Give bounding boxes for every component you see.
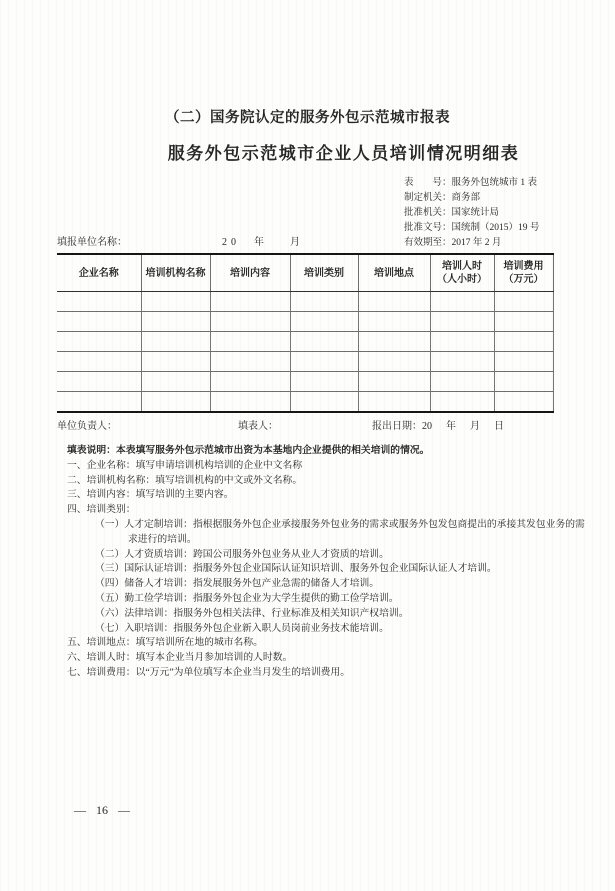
note-line: 三、培训内容：填写培训的主要内容。: [67, 489, 234, 501]
table-cell-empty: [210, 372, 290, 392]
header-line: 企业名称: [78, 267, 119, 279]
table-cell-empty: [430, 332, 494, 352]
table-row: [57, 372, 553, 392]
table-cell-empty: [141, 372, 210, 392]
table-cell-empty: [290, 372, 358, 392]
month-unit-label: 月: [470, 421, 480, 432]
meta-form-number: [404, 176, 539, 191]
header-line: 培训内容: [230, 267, 270, 279]
column-header-training-location: [358, 254, 430, 292]
note-line: （二）人才资质培训：跨国公司服务外包业务从业人才资质的培训。: [95, 548, 389, 560]
table-cell-empty: [430, 292, 494, 312]
column-header-training-category: [290, 254, 358, 292]
year-unit-label: 年: [446, 421, 456, 432]
meta-label: 批准文号：: [404, 223, 452, 233]
year-unit-label: 年: [254, 237, 264, 248]
form-meta-block: [404, 176, 539, 251]
note-line: （七）入职培训：指服务外包企业新入职人员岗前业务技术能培训。: [95, 622, 389, 634]
table-cell-empty: [358, 312, 430, 332]
month-unit-label: 月: [290, 237, 300, 248]
column-header-training-hours: [430, 254, 494, 292]
note-line: 五、培训地点：填写培训所在地的城市名称。: [67, 637, 263, 649]
meta-label: 制定机关：: [404, 193, 452, 203]
table-row: [57, 392, 553, 413]
table-cell-empty: [57, 312, 141, 332]
report-date-label: 报出日期：20: [372, 421, 432, 432]
table-cell-empty: [494, 392, 553, 413]
table-cell-empty: [57, 292, 141, 312]
note-line: （四）储备人才培训：指发展服务外包产业急需的储备人才培训。: [95, 578, 380, 590]
note-line: 六、培训人时：填写本企业当月参加培训的人时数。: [67, 652, 293, 664]
table-row: [57, 292, 553, 312]
note-line: 七、培训费用：以“万元”为单位填写本企业当月发生的培训费用。: [67, 666, 351, 678]
signature-row: [57, 417, 567, 431]
column-header-training-content: [210, 254, 290, 292]
document-subtitle: 服务外包示范城市企业人员培训情况明细表: [167, 144, 520, 163]
table-cell-empty: [210, 332, 290, 352]
meta-approval-number: [404, 221, 539, 236]
note-line: 四、培训类别：: [67, 504, 136, 516]
table-cell-empty: [430, 352, 494, 372]
table-cell-empty: [57, 352, 141, 372]
table-cell-empty: [290, 352, 358, 372]
note-line: （一）人才定制培训：指根据服务外包企业承接服务外包业务的需求或服务外包发包商提出的承接其发包业务的需: [95, 518, 585, 530]
table-cell-empty: [141, 352, 210, 372]
note-line: 求进行的培训。: [128, 533, 197, 545]
meta-value: 国家统计局: [451, 208, 500, 218]
table-cell-empty: [430, 392, 494, 413]
table-cell-empty: [210, 312, 290, 332]
column-header-enterprise-name: [57, 254, 141, 292]
page-number: — 16 —: [74, 803, 130, 817]
table-cell-empty: [141, 332, 210, 352]
header-line: 培训机构名称: [145, 267, 206, 279]
table-cell-empty: [358, 332, 430, 352]
table-cell-empty: [358, 292, 430, 312]
training-table: [57, 253, 554, 413]
meta-label: 批准机关：: [404, 208, 452, 218]
meta-approving-agency: [404, 206, 539, 221]
header-line: 培训类别: [304, 267, 344, 279]
column-header-training-institution: [141, 254, 210, 292]
table-cell-empty: [141, 312, 210, 332]
table-cell-empty: [494, 292, 553, 312]
header-line: 培训地点: [374, 267, 414, 279]
table-cell-empty: [141, 392, 210, 413]
note-line: 填表说明：本表填写服务外包示范城市出资为本基地内企业提供的相关培训的情况。: [67, 445, 430, 456]
report-year-value: 20: [222, 237, 240, 248]
meta-value: 商务部: [451, 193, 481, 203]
table-cell-empty: [430, 372, 494, 392]
note-line: （五）勤工俭学培训：指服务外包企业为大学生提供的勤工俭学培训。: [95, 592, 399, 604]
table-cell-empty: [210, 292, 290, 312]
header-line: （万元）: [503, 274, 544, 285]
form-preparer-label: 填表人：: [238, 421, 278, 432]
reporting-unit-row: [57, 233, 300, 248]
note-line: 一、企业名称：填写申请培训机构培训的企业中文名称: [67, 459, 303, 471]
table-cell-empty: [57, 392, 141, 413]
table-cell-empty: [210, 392, 290, 413]
note-line: 二、培训机构名称：填写培训机构的中文或外文名称。: [67, 474, 303, 486]
table-cell-empty: [358, 372, 430, 392]
table-cell-empty: [290, 332, 358, 352]
table-cell-empty: [494, 352, 553, 372]
table-cell-empty: [210, 352, 290, 372]
table-cell-empty: [141, 292, 210, 312]
table-row: [57, 352, 553, 372]
header-line: 培训人时: [442, 261, 482, 272]
table-cell-empty: [430, 312, 494, 332]
reporting-unit-label: 填报单位名称：: [57, 237, 127, 248]
meta-value: 国统制（2015）19 号: [451, 223, 540, 233]
unit-responsible-label: 单位负责人：: [57, 421, 117, 432]
meta-value: 服务外包统城市 1 表: [451, 178, 538, 188]
day-unit-label: 日: [494, 421, 504, 432]
table-cell-empty: [290, 392, 358, 413]
meta-valid-until: [404, 236, 539, 251]
header-line: 培训费用: [503, 261, 544, 272]
table-cell-empty: [57, 332, 141, 352]
table-body: [57, 292, 553, 413]
meta-label: 有效期至：: [404, 238, 452, 248]
table-cell-empty: [494, 312, 553, 332]
table-cell-empty: [358, 392, 430, 413]
table-cell-empty: [358, 352, 430, 372]
note-line: （六）法律培训：指服务外包相关法律、行业标准及相关知识产权培训。: [95, 607, 409, 619]
document-title: （二）国务院认定的服务外包示范城市报表: [165, 110, 450, 126]
table-row: [57, 332, 553, 352]
meta-value: 2017 年 2 月: [451, 238, 502, 248]
table-cell-empty: [57, 372, 141, 392]
table-cell-empty: [290, 312, 358, 332]
notes-block: [57, 444, 585, 681]
table-row: [57, 312, 553, 332]
meta-issuing-agency: [404, 191, 539, 206]
header-line: （人小时）: [437, 274, 487, 285]
table-cell-empty: [494, 372, 553, 392]
report-date-row: [372, 417, 504, 432]
table-header-row: [57, 254, 553, 292]
column-header-training-cost: [494, 254, 553, 292]
meta-label: 表 号：: [404, 178, 452, 188]
table-cell-empty: [290, 292, 358, 312]
note-line: （三）国际认证培训：指服务外包企业国际认证知识培训、服务外包企业国际认证人才培训。: [95, 563, 497, 575]
table-cell-empty: [494, 332, 553, 352]
